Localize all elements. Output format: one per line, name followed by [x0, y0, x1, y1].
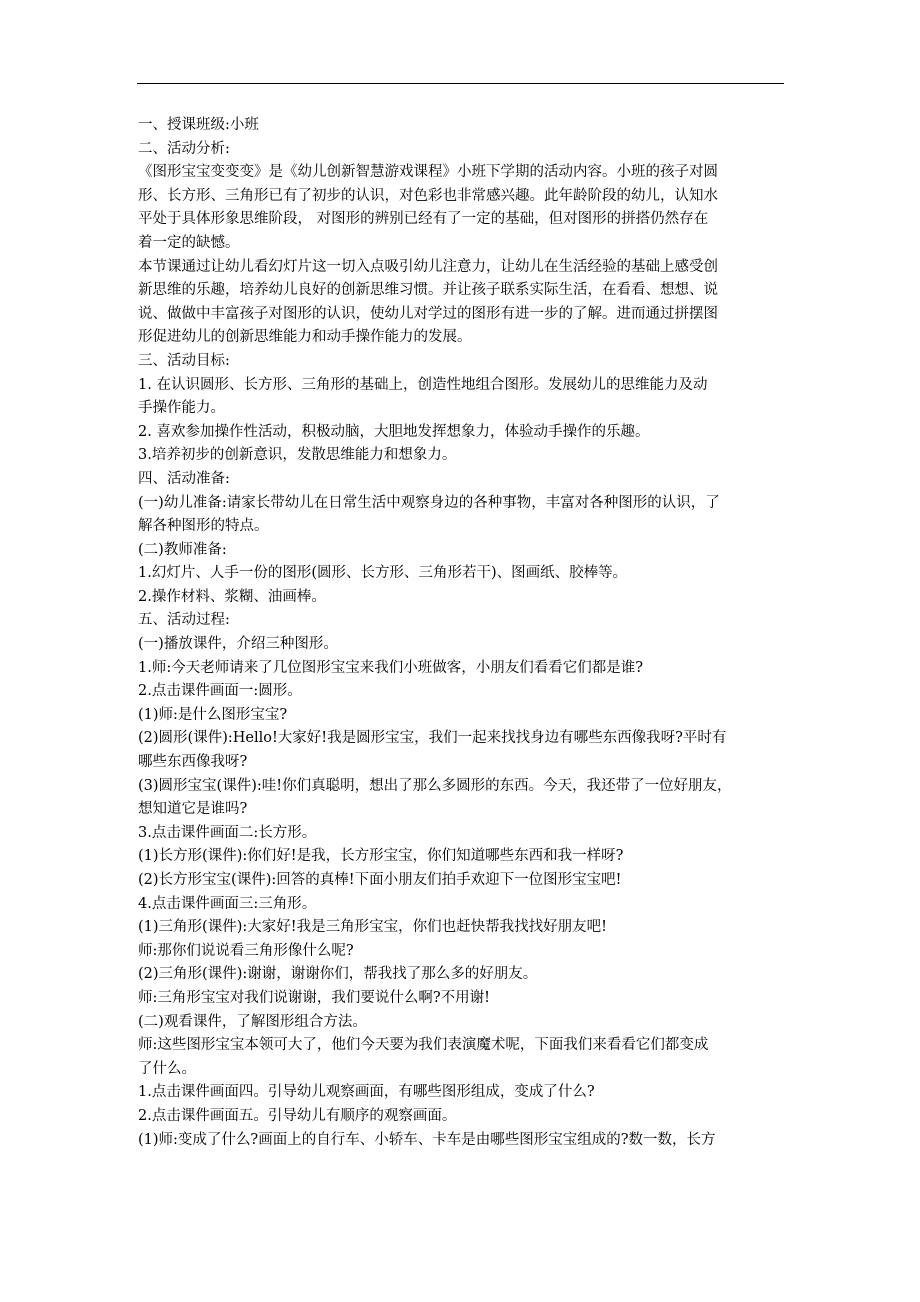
text-line: 2. 喜欢参加操作性活动，积极动脑，大胆地发挥想象力，体验动手操作的乐趣。	[138, 423, 650, 440]
text-line: (2)三角形(课件):谢谢，谢谢你们，帮我找了那么多的好朋友。	[138, 966, 538, 983]
text-line: (一)播放课件，介绍三种图形。	[138, 636, 338, 653]
text-line: (3)圆形宝宝(课件):哇!你们真聪明，想出了那么多圆形的东西。今天，我还带了一位好朋友，	[138, 777, 732, 794]
text-line: 2.操作材料、浆糊、油画棒。	[138, 588, 326, 605]
text-line: 3.点击课件画面二:长方形。	[138, 824, 317, 841]
text-line: 三、活动目标:	[138, 352, 230, 369]
text-line: 想知道它是谁吗?	[138, 801, 248, 818]
header-rule	[137, 83, 784, 84]
text-line: (一)幼儿准备:请家长带幼儿在日常生活中观察身边的各种事物，丰富对各种图形的认识，了	[138, 494, 720, 511]
text-line: 着一定的缺憾。	[138, 234, 240, 251]
text-line: (2)圆形(课件):Hello!大家好!我是圆形宝宝，我们一起来找找身边有哪些东西像我呀?平时有	[138, 730, 727, 747]
text-line: 师:那你们说说看三角形像什么呢?	[138, 942, 354, 959]
text-line: 四、活动准备:	[138, 470, 230, 487]
text-line: 了什么。	[138, 1060, 196, 1077]
text-line: 平处于具体形象思维阶段， 对图形的辨别已经有了一定的基础，但对图形的拼搭仍然存在	[138, 211, 709, 228]
text-line: 1.点击课件画面四。引导幼儿观察画面，有哪些图形组成，变成了什么?	[138, 1084, 595, 1101]
text-line: 1.师:今天老师请来了几位图形宝宝来我们小班做客，小朋友们看看它们都是谁?	[138, 659, 643, 676]
text-line: 1.幻灯片、人手一份的图形(圆形、长方形、三角形若干)、图画纸、胶棒等。	[138, 565, 628, 582]
text-line: 4.点击课件画面三:三角形。	[138, 895, 317, 912]
text-line: 师:这些图形宝宝本领可大了，他们今天要为我们表演魔术呢，下面我们来看看它们都变成	[138, 1037, 709, 1054]
text-line: 说、做做中丰富孩子对图形的认识，使幼儿对学过的图形有进一步的了解。进而通过拼摆图	[138, 305, 718, 322]
document-body	[138, 114, 790, 1152]
text-line: 解各种图形的特点。	[138, 518, 269, 535]
text-line: 形促进幼儿的创新思维能力和动手操作能力的发展。	[138, 329, 472, 346]
text-line: (二)观看课件，了解图形组合方法。	[138, 1013, 367, 1030]
text-line: 本节课通过让幼儿看幻灯片这一切入点吸引幼儿注意力，让幼儿在生活经验的基础上感受创	[138, 258, 718, 275]
text-line: 1. 在认识圆形、长方形、三角形的基础上，创造性地组合图形。发展幼儿的思维能力及动	[138, 376, 708, 393]
text-line: 3.培养初步的创新意识，发散思维能力和想象力。	[138, 447, 457, 464]
text-line: 2.点击课件画面五。引导幼儿有顺序的观察画面。	[138, 1107, 457, 1124]
text-line: 2.点击课件画面一:圆形。	[138, 683, 302, 700]
text-line: 形、长方形、三角形已有了初步的认识，对色彩也非常感兴趣。此年龄阶段的幼儿，认知水	[138, 187, 718, 204]
text-line: (1)长方形(课件):你们好!是我，长方形宝宝，你们知道哪些东西和我一样呀?	[138, 848, 624, 865]
text-line: (二)教师准备:	[138, 541, 227, 558]
text-line: (1)师:变成了什么?画面上的自行车、小轿车、卡车是由哪些图形宝宝组成的?数一数，长方	[138, 1131, 716, 1148]
text-line: (2)长方形宝宝(课件):回答的真棒!下面小朋友们拍手欢迎下一位图形宝宝吧!	[138, 872, 622, 888]
text-line: 师:三角形宝宝对我们说谢谢，我们要说什么啊?不用谢!	[138, 989, 490, 1006]
text-line: 二、活动分析:	[138, 140, 230, 157]
text-line: 五、活动过程:	[138, 612, 230, 629]
text-line: 手操作能力。	[138, 400, 225, 417]
text-line: 新思维的乐趣，培养幼儿良好的创新思维习惯。并让孩子联系实际生活，在看看、想想、说	[138, 282, 718, 299]
text-line: (1)师:是什么图形宝宝?	[138, 706, 288, 723]
text-line: 哪些东西像我呀?	[138, 754, 248, 771]
text-line: (1)三角形(课件):大家好!我是三角形宝宝，你们也赶快帮我找找好朋友吧!	[138, 919, 607, 936]
text-line: 《图形宝宝变变变》是《幼儿创新智慧游戏课程》小班下学期的活动内容。小班的孩子对圆	[138, 164, 718, 181]
text-line: 一、授课班级:小班	[138, 117, 259, 133]
